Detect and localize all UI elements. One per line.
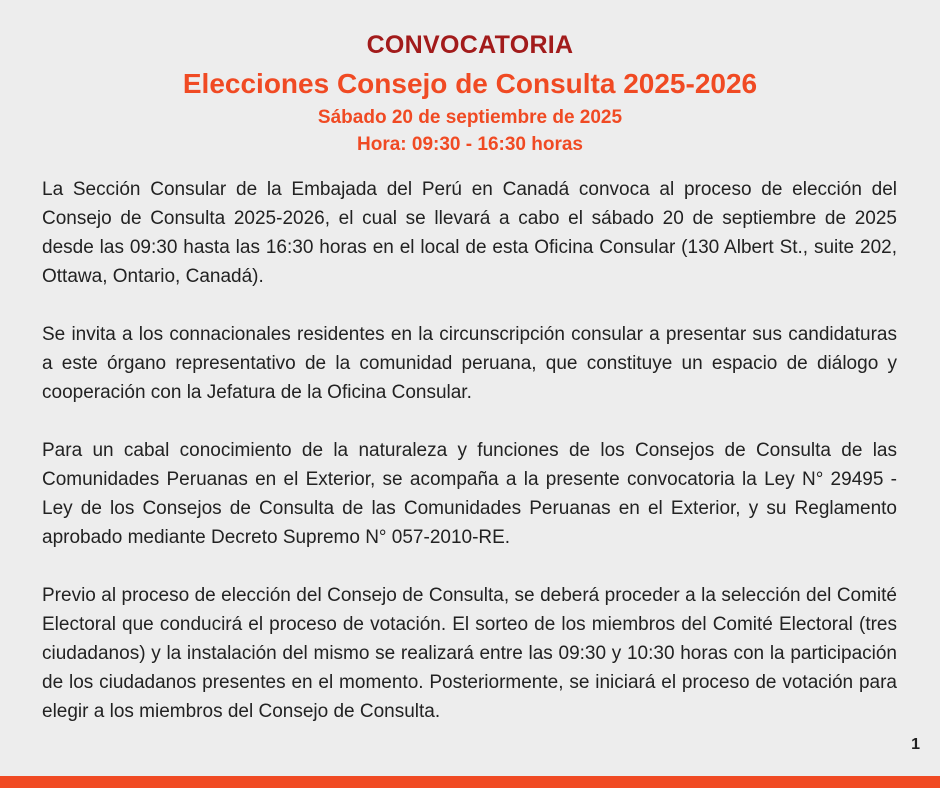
paragraph-convocation: La Sección Consular de la Embajada del Perú en Canadá convoca al proceso de elección del Consejo de Consulta 2025-2026, el cual se llevará a cabo el sábado 20 de septiembre de 2025 desde las 09:30 hasta las 16:30 horas en el local de esta Oficina Consular (130 Albert St., suite 202, Ottawa, Ontario, Canadá).: [42, 179, 897, 287]
paragraph-legal-reference: Para un cabal conocimiento de la naturaleza y funciones de los Consejos de Consulta de las Comunidades Peruanas en el Exterior, se acompaña a la presente convocatoria la Ley N° 29495 - Ley de los Consejos de Consulta de las Comunidades Peruanas en el Exterior, y su Reglamento aprobado mediante Decreto Supremo N° 057-2010-RE.: [42, 440, 897, 548]
page-number: 1: [911, 736, 920, 753]
election-subtitle: Elecciones Consejo de Consulta 2025-2026: [182, 68, 758, 99]
footer-accent-bar: [0, 776, 940, 788]
paragraph-invitation: Se invita a los connacionales residentes en la circunscripción consular a presentar sus candidaturas a este órgano representativo de la comunidad peruana, que constituye un espacio de diálogo y cooperación con la Jefatura de la Oficina Consular.: [42, 324, 897, 403]
election-date: Sábado 20 de septiembre de 2025: [317, 107, 623, 128]
document-title: CONVOCATORIA: [366, 31, 574, 59]
document-header: [0, 28, 940, 158]
paragraph-electoral-committee: Previo al proceso de elección del Consejo de Consulta, se deberá proceder a la selección del Comité Electoral que conducirá el proceso de votación. El sorteo de los miembros del Comité Electoral (tres ciudadanos) y la instalación del mismo se realizará entre las 09:30 y 10:30 horas con la participación de los ciudadanos presentes en el momento. Posteriormente, se iniciará el proceso de votación para elegir a los miembros del Consejo de Consulta.: [42, 585, 897, 722]
election-time: Hora: 09:30 - 16:30 horas: [357, 134, 583, 155]
document-body: [42, 175, 897, 755]
